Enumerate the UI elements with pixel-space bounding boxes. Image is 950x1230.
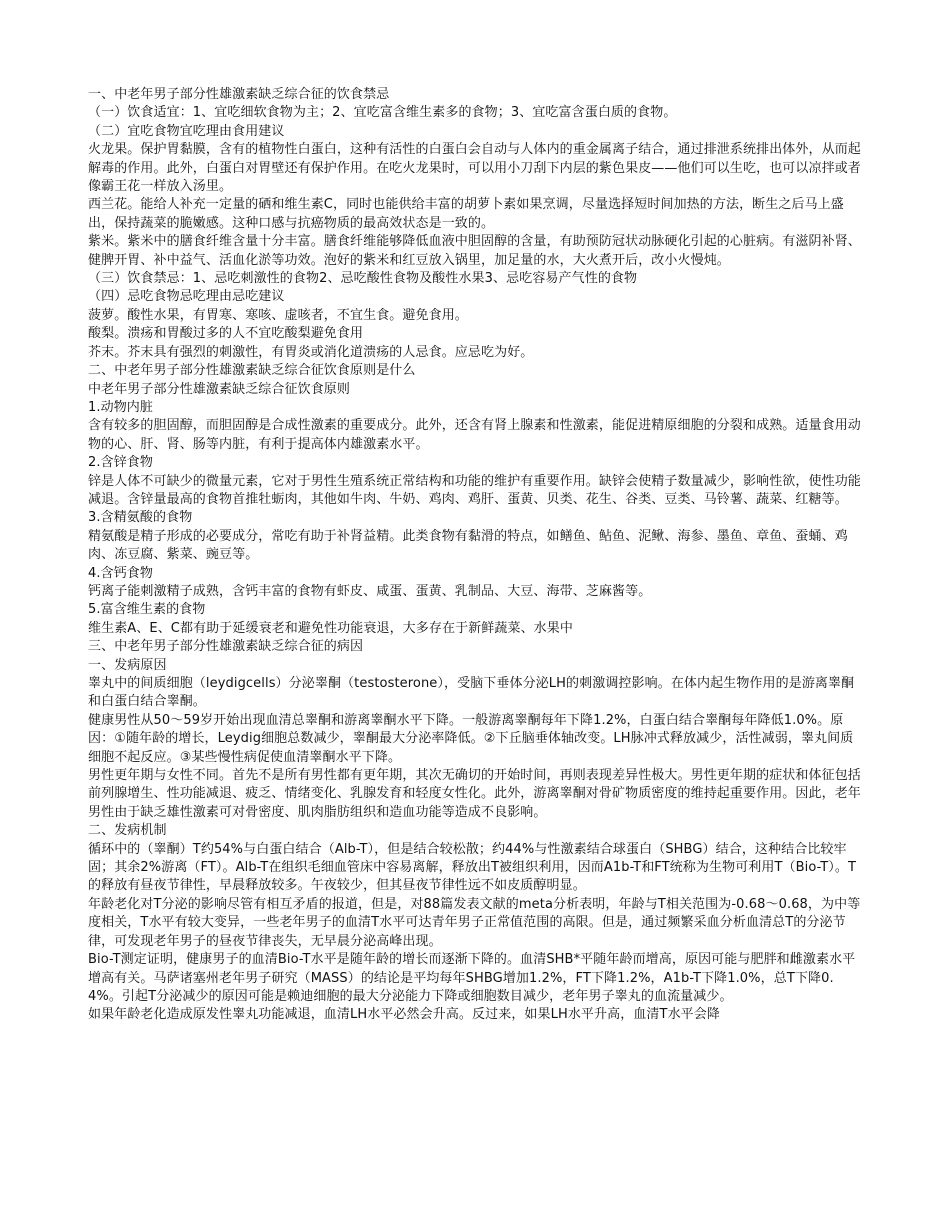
section-heading: 一、中老年男子部分性雄激素缺乏综合征的饮食禁忌: [88, 87, 390, 102]
paragraph: 锌是人体不可缺少的微量元素，它对于男性生殖系统正常结构和功能的维护有重要作用。缺锌会使精子数量减少，影响性欲，使性功能减退。含锌量最高的食物首推牡蛎肉，其他如牛肉、牛奶、鸡肉、鸡肝、蛋黄、贝类、花生、谷类、豆类、马铃薯、蔬菜、红糖等。: [88, 473, 861, 507]
section-heading: 二、中老年男子部分性雄激素缺乏综合征饮食原则是什么: [88, 363, 416, 379]
subsection-heading: （四）忌吃食物忌吃理由忌吃建议: [88, 289, 285, 305]
paragraph: 钙离子能刺激精子成熟，含钙丰富的食物有虾皮、咸蛋、蛋黄、乳制品、大豆、海带、芝麻酱等。: [88, 583, 652, 599]
paragraph: 紫米。紫米中的膳食纤维含量十分丰富。膳食纤维能够降低血液中胆固醇的含量，有助预防冠状动脉硬化引起的心脏病。有滋阴补肾、健脾开胃、补中益气、活血化淤等功效。泡好的紫米和红豆放入锅里，加足量的水，大火煮开后，改小火慢炖。: [88, 234, 861, 268]
paragraph: 年龄老化对T分泌的影响尽管有相互矛盾的报道，但是，对88篇发表文献的meta分析表明，年龄与T相关范围为-0.68～0.68，为中等度相关，T水平有较大变异，一些老年男子的血清T水平可达青年男子正常值范围的高限。但是，通过频繁采血分析血清总T的分泌节律，可发现老年男子的昼夜节律丧失，无早晨分泌高峰出现。: [88, 896, 861, 949]
paragraph: 含有较多的胆固醇，而胆固醇是合成性激素的重要成分。此外，还含有肾上腺素和性激素，能促进精原细胞的分裂和成熟。适量食用动物的心、肝、肾、肠等内脏，有利于提高体内雄激素水平。: [88, 418, 861, 452]
paragraph: （一）饮食适宜：1、宜吃细软食物为主；2、宜吃富含维生素多的食物；3、宜吃富含蛋白质的食物。: [88, 105, 677, 121]
paragraph: Bio-T测定证明，健康男子的血清Bio-T水平是随年龄的增长而逐渐下降的。血清SHB*平随年龄而增高，原因可能与肥胖和雌激素水平增高有关。马萨诸塞州老年男子研究（MASS）的结论是平均每年SHBG增加1.2%，FT下降1.2%，A1b-T下降1.0%，总T下降0.4%。引起T分泌减少的原因可能是赖迪细胞的最大分泌能力下降或细胞数目减少，老年男子睾丸的血流量减少。: [88, 952, 856, 1004]
subsection-heading: （二）宜吃食物宜吃理由食用建议: [88, 123, 285, 139]
paragraph: 酸梨。溃疡和胃酸过多的人不宜吃酸梨避免食用: [88, 326, 364, 342]
paragraph: 西兰花。能给人补充一定量的硒和维生素C，同时也能供给丰富的胡萝卜素如果烹调，尽量选择短时间加热的方法，断生之后马上盛出，保持蔬菜的脆嫩感。这种口感与抗癌物质的最高效状态是一致的。: [88, 197, 844, 231]
paragraph: 维生素A、E、C都有助于延缓衰老和避免性功能衰退，大多存在于新鲜蔬菜、水果中: [88, 620, 573, 636]
item-heading: 5.富含维生素的食物: [88, 602, 206, 618]
paragraph: 健康男性从50～59岁开始出现血清总睾酮和游离睾酮水平下降。一般游离睾酮每年下降1.2%，白蛋白结合睾酮每年降低1.0%。原因：①随年龄的增长，Leydig细胞总数减少，睾酮最大分泌率降低。②下丘脑垂体轴改变。LH脉冲式释放减少，活性减弱，睾丸间质细胞不起反应。③某些慢性病促使血清睾酮水平下降。: [88, 712, 854, 765]
paragraph: 男性更年期与女性不同。首先不是所有男性都有更年期，其次无确切的开始时间，再则表现差异性极大。男性更年期的症状和体征包括前列腺增生、性功能减退、疲乏、情绪变化、乳腺发育和轻度女性化。此外，游离睾酮对骨矿物质密度的维持起重要作用。因此，老年男性由于缺乏雄性激素可对骨密度、肌肉脂肪组织和造血功能等造成不良影响。: [88, 768, 861, 820]
paragraph: （三）饮食禁忌：1、忌吃刺激性的食物2、忌吃酸性食物及酸性水果3、忌吃容易产气性的食物: [88, 271, 638, 287]
item-heading: 2.含锌食物: [88, 455, 154, 471]
paragraph: 菠萝。酸性水果，有胃寒、寒咳、虚咳者，不宜生食。避免食用。: [88, 307, 468, 323]
paragraph: 火龙果。保护胃黏膜，含有的植物性白蛋白，这种有活性的白蛋白会自动与人体内的重金属离子结合，通过排泄系统排出体外，从而起解毒的作用。此外，白蛋白对胃壁还有保护作用。在吃火龙果时，可以用小刀刮下内层的紫色果皮——他们可以生吃，也可以凉拌或者像霸王花一样放入汤里。: [88, 142, 861, 195]
paragraph: 睾丸中的间质细胞（leydigcells）分泌睾酮（testosterone），受脑下垂体分泌LH的刺激调控影响。在体内起生物作用的是游离睾酮和白蛋白结合睾酮。: [88, 676, 855, 710]
paragraph: 精氨酸是精子形成的必要成分，常吃有助于补肾益精。此类食物有黏滑的特点，如鳝鱼、鲇鱼、泥鳅、海参、墨鱼、章鱼、蚕蛹、鸡肉、冻豆腐、紫菜、豌豆等。: [88, 528, 848, 563]
item-heading: 1.动物内脏: [88, 399, 154, 415]
subsection-heading: 二、发病机制: [88, 823, 167, 839]
item-heading: 3.含精氨酸的食物: [88, 510, 193, 526]
item-heading: 4.含钙食物: [88, 565, 154, 581]
paragraph: 如果年龄老化造成原发性睾丸功能减退，血清LH水平必然会升高。反过来，如果LH水平升高，血清T水平会降: [88, 1007, 720, 1023]
section-heading: 三、中老年男子部分性雄激素缺乏综合征的病因: [88, 639, 364, 655]
subsection-heading: 中老年男子部分性雄激素缺乏综合征饮食原则: [88, 381, 351, 397]
subsection-heading: 一、发病原因: [88, 657, 167, 673]
paragraph: 芥末。芥末具有强烈的刺激性，有胃炎或消化道溃疡的人忌食。应忌吃为好。: [88, 344, 534, 360]
paragraph: 循环中的（睾酮）T约54%与白蛋白结合（Alb-T），但是结合较松散；约44%与性激素结合球蛋白（SHBG）结合，这种结合比较牢固；其余2%游离（FT）。Alb-T在组织毛细血管床中容易离解，释放出T被组织利用，因而A1b-T和FT统称为生物可利用T（Bio-T）。T的释放有昼夜节律性，早晨释放较多。午夜较少，但其昼夜节律性远不如皮质醇明显。: [88, 841, 857, 894]
